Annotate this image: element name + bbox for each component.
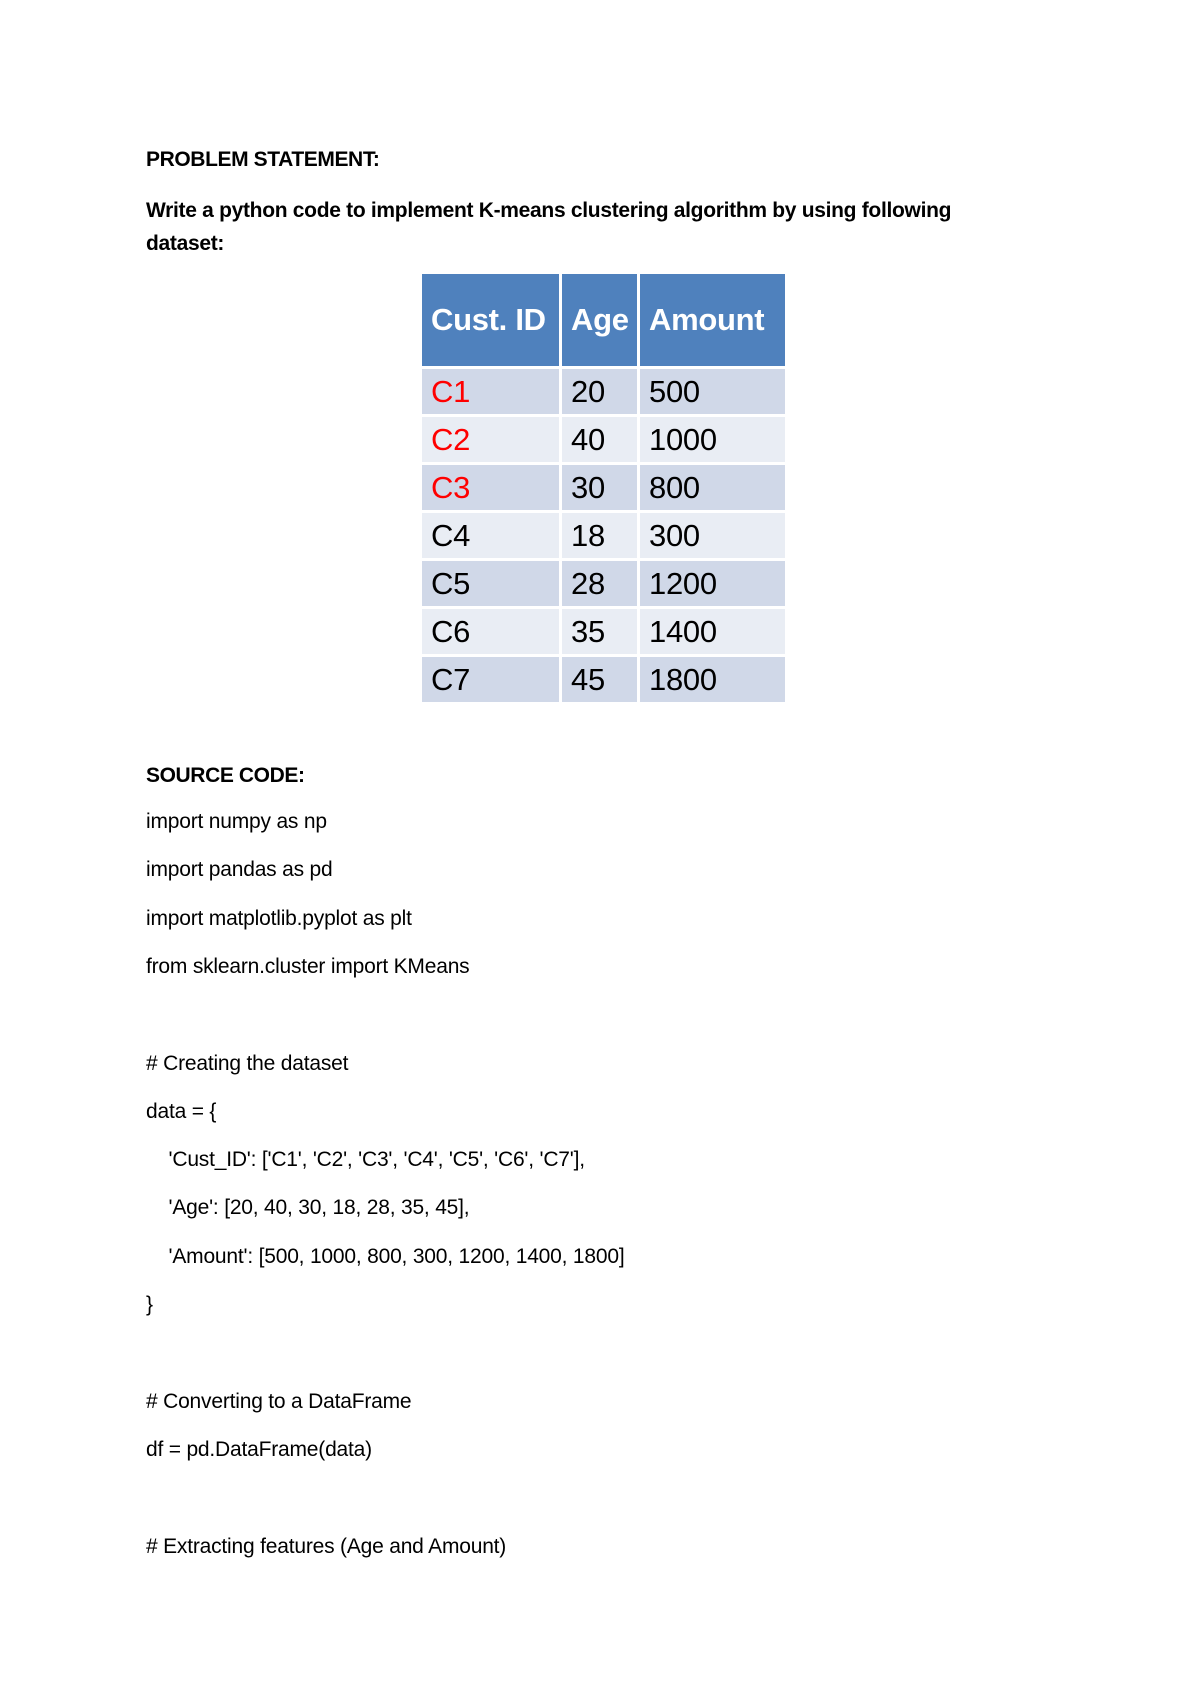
code-line: 'Cust_ID': ['C1', 'C2', 'C3', 'C4', 'C5', 'C6', 'C7'], <box>146 1148 585 1172</box>
cell-age: 35 <box>562 609 637 654</box>
cell-amount: 1400 <box>640 609 785 654</box>
code-line: import pandas as pd <box>146 858 333 882</box>
problem-statement-heading: PROBLEM STATEMENT: <box>146 148 380 171</box>
cell-cust-id: C6 <box>422 609 559 654</box>
cell-amount: 1800 <box>640 657 785 702</box>
code-comment-line: # Creating the dataset <box>146 1051 349 1075</box>
cell-age: 40 <box>562 417 637 462</box>
table-body <box>422 369 785 702</box>
code-line: 'Age': [20, 40, 30, 18, 28, 35, 45], <box>146 1196 470 1220</box>
table-row <box>422 657 785 702</box>
cell-amount: 500 <box>640 369 785 414</box>
cell-amount: 800 <box>640 465 785 510</box>
dataset-table-container <box>422 274 785 702</box>
table-row <box>422 609 785 654</box>
cell-age: 28 <box>562 561 637 606</box>
dataset-table <box>419 271 788 705</box>
code-comment-line: # Extracting features (Age and Amount) <box>146 1534 507 1558</box>
cell-amount: 300 <box>640 513 785 558</box>
table-row <box>422 417 785 462</box>
cell-age: 30 <box>562 465 637 510</box>
cell-amount: 1200 <box>640 561 785 606</box>
problem-statement-text: Write a python code to implement K-means clustering algorithm by using following dataset: <box>146 199 952 255</box>
code-comment-line: # Converting to a DataFrame <box>146 1389 412 1413</box>
cell-age: 18 <box>562 513 637 558</box>
code-line: data = { <box>146 1099 217 1123</box>
table-header-row <box>422 274 785 366</box>
table-row <box>422 513 785 558</box>
cell-age: 45 <box>562 657 637 702</box>
cell-cust-id: C1 <box>422 369 559 414</box>
cell-cust-id: C5 <box>422 561 559 606</box>
cell-cust-id: C2 <box>422 417 559 462</box>
header-age: Age <box>562 274 637 366</box>
cell-cust-id: C4 <box>422 513 559 558</box>
cell-amount: 1000 <box>640 417 785 462</box>
cell-cust-id: C3 <box>422 465 559 510</box>
cell-cust-id: C7 <box>422 657 559 702</box>
code-line: } <box>146 1293 153 1316</box>
table-row <box>422 561 785 606</box>
table-row <box>422 369 785 414</box>
code-line: import numpy as np <box>146 810 327 833</box>
cell-age: 20 <box>562 369 637 414</box>
code-line: df = pd.DataFrame(data) <box>146 1437 372 1461</box>
source-code-heading: SOURCE CODE: <box>146 764 305 787</box>
header-amount: Amount <box>640 274 785 366</box>
table-row <box>422 465 785 510</box>
code-line: from sklearn.cluster import KMeans <box>146 954 470 978</box>
code-line: import matplotlib.pyplot as plt <box>146 906 412 930</box>
code-line: 'Amount': [500, 1000, 800, 300, 1200, 1400, 1800] <box>146 1244 625 1268</box>
header-cust-id: Cust. ID <box>422 274 559 366</box>
